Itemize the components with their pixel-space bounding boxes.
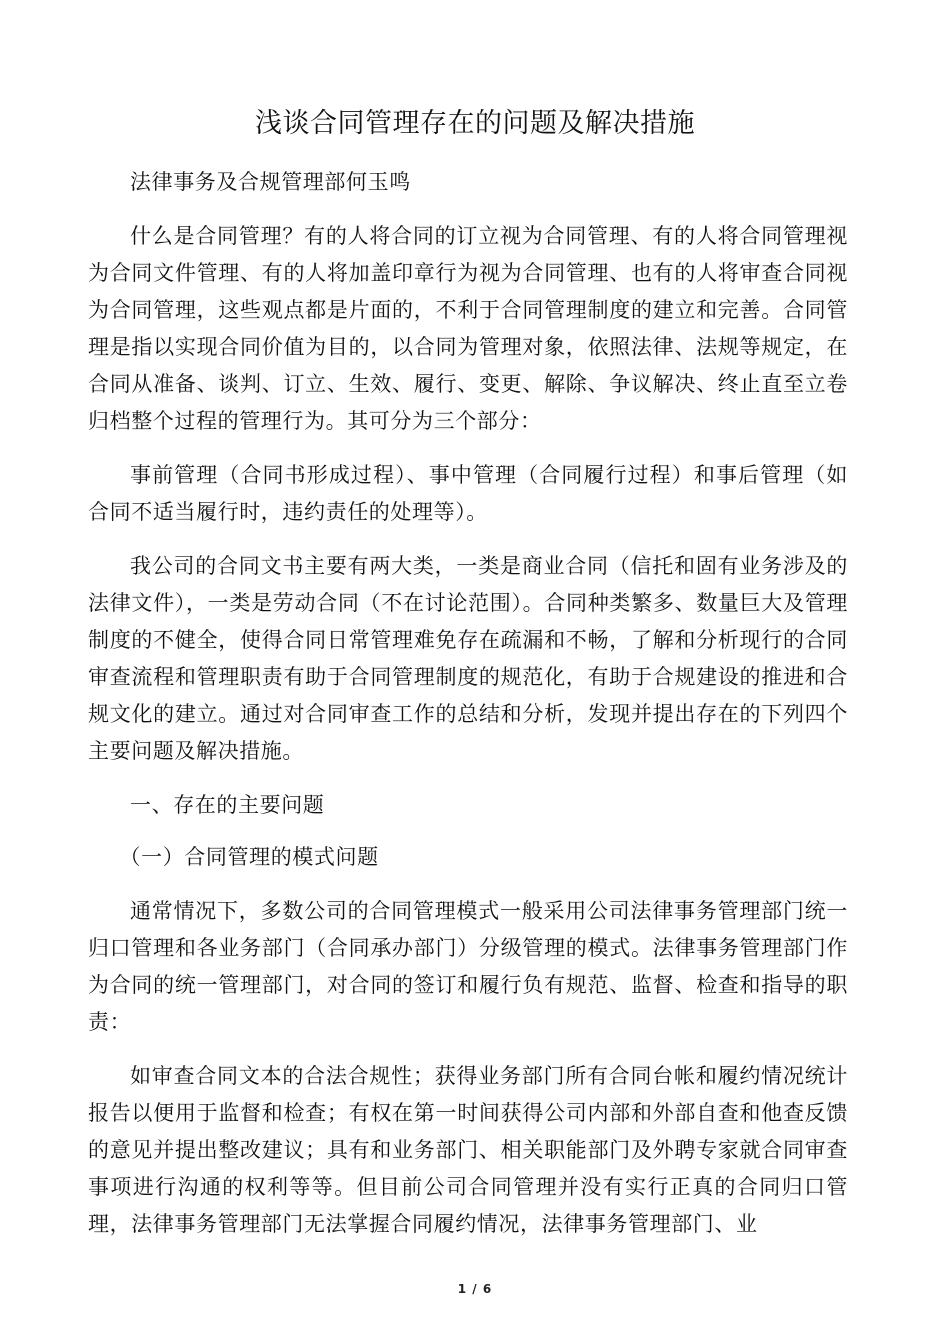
paragraph: 什么是合同管理？有的人将合同的订立视为合同管理、有的人将合同管理视为合同文件管理、有的人将加盖印章行为视为合同管理、也有的人将审查合同视为合同管理，这些观点都是片面的，不利于合同管理制度的建立和完善。合同管理是指以实现合同价值为目的，以合同为管理对象，依照法律、法规等规定，在合同从准备、谈判、订立、生效、履行、变更、解除、争议解决、终止直至立卷归档整个过程的管理行为。其可分为三个部分： bbox=[88, 224, 848, 433]
page-number: 1 / 6 bbox=[457, 1282, 493, 1296]
section-heading: 一、存在的主要问题 bbox=[130, 793, 325, 817]
subsection-heading: （一）合同管理的模式问题 bbox=[119, 845, 379, 869]
paragraph: 如审查合同文本的合法合规性；获得业务部门所有合同台帐和履约情况统计报告以便用于监督和检查；有权在第一时间获得公司内部和外部自查和他查反馈的意见并提出整改建议；具有和业务部门、相关职能部门及外聘专家就合同审查事项进行沟通的权利等等。但目前公司合同管理并没有实行正真的合同归口管理，法律事务管理部门无法掌握合同履约情况，法律事务管理部门、业 bbox=[88, 1064, 848, 1236]
author-line: 法律事务及合规管理部何玉鸣 bbox=[130, 170, 411, 194]
document-title: 浅谈合同管理存在的问题及解决措施 bbox=[255, 108, 695, 139]
paragraph: 通常情况下，多数公司的合同管理模式一般采用公司法律事务管理部门统一归口管理和各业务部门（合同承办部门）分级管理的模式。法律事务管理部门作为合同的统一管理部门，对合同的签订和履行负有规范、监督、检查和指导的职责： bbox=[88, 899, 848, 1034]
paragraph: 我公司的合同文书主要有两大类，一类是商业合同（信托和固有业务涉及的法律文件），一类是劳动合同（不在讨论范围）。合同种类繁多、数量巨大及管理制度的不健全，使得合同日常管理难免存在疏漏和不畅，了解和分析现行的合同审查流程和管理职责有助于合同管理制度的规范化，有助于合规建设的推进和合规文化的建立。通过对合同审查工作的总结和分析，发现并提出存在的下列四个主要问题及解决措施。 bbox=[88, 554, 848, 763]
paragraph: 事前管理（合同书形成过程）、事中管理（合同履行过程）和事后管理（如合同不适当履行时，违约责任的处理等）。 bbox=[88, 463, 848, 524]
document-body bbox=[88, 164, 848, 1260]
